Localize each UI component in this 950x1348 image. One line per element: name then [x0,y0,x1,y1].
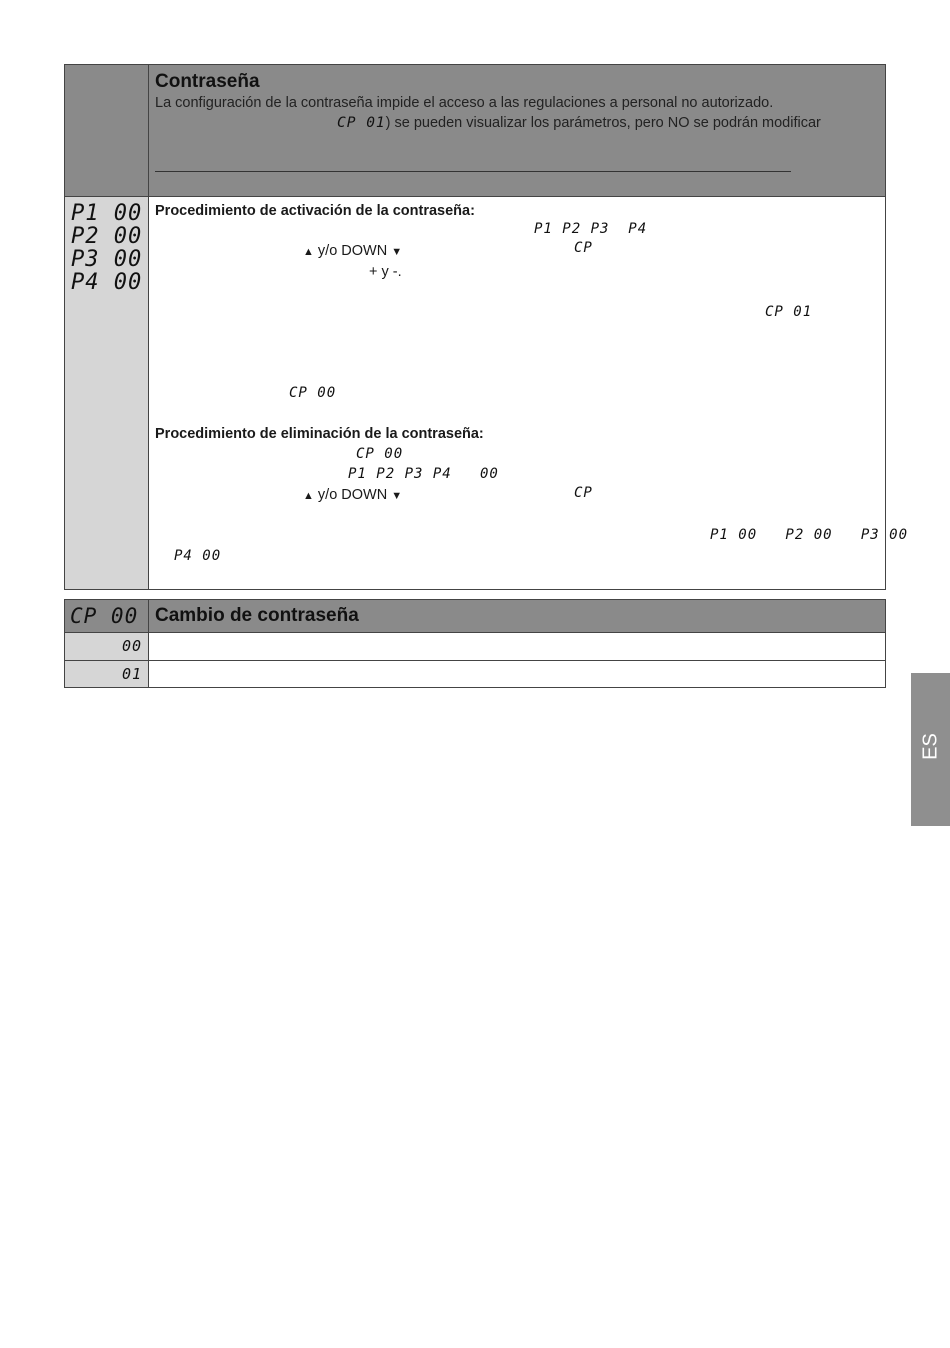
params-column [64,196,149,590]
table-row-value [64,632,149,661]
change-code-cell [64,599,149,633]
password-section-header [148,64,886,197]
section-intro-line2 [337,115,821,131]
up-arrow-icon: ▲ [303,490,314,502]
removal-codes: P1 P2 P3 P4 00 [348,466,499,482]
activation-heading: Procedimiento de activación de la contraseña: [155,203,475,219]
change-title: Cambio de contraseña [155,605,359,626]
language-tab-label: ES [919,733,942,760]
removal-p4: P4 00 [174,548,222,564]
divider-line [155,171,791,172]
activation-cp00: CP 00 [289,385,337,401]
table-row-value [64,660,149,688]
procedures-content [148,196,909,590]
activation-cp: CP [574,240,593,256]
table-row-desc [148,660,886,688]
section-intro: La configuración de la contraseña impide el acceso a las regulaciones a personal no autorizado. [155,95,774,111]
down-arrow-icon: ▼ [391,490,403,502]
password-section-left [64,64,149,197]
up-arrow-icon: ▲ [303,246,314,258]
param-p3: P3 00 [71,247,143,272]
arrow-text: y/o DOWN [317,243,388,259]
table-row-desc [148,632,886,661]
activation-codes: P1 P2 P3 P4 [534,221,648,237]
activation-arrow-line [303,243,402,259]
param-p1: P1 00 [71,201,143,226]
change-title-cell [148,599,886,633]
section-title: Contraseña [155,71,260,92]
activation-plus-minus: + y -. [369,264,402,280]
removal-cp00: CP 00 [356,446,404,462]
down-arrow-icon: ▼ [391,246,403,258]
code-cp01: CP 01 [337,115,386,131]
intro2-text: ) se pueden visualizar los parámetros, pero NO se podrán modificar [385,115,821,131]
removal-arrow-line [303,487,402,503]
removal-param-codes: P1 00 P2 00 P3 00 [710,527,909,543]
language-tab [911,673,950,826]
param-p2: P2 00 [71,224,143,249]
activation-cp01: CP 01 [765,304,813,320]
change-code: CP 00 [70,604,139,628]
row-value: 00 [121,637,142,655]
row-value: 01 [121,665,142,683]
removal-cp: CP [574,485,593,501]
param-p4: P4 00 [71,270,143,295]
arrow-text: y/o DOWN [317,487,388,503]
removal-heading: Procedimiento de eliminación de la contraseña: [155,426,484,442]
